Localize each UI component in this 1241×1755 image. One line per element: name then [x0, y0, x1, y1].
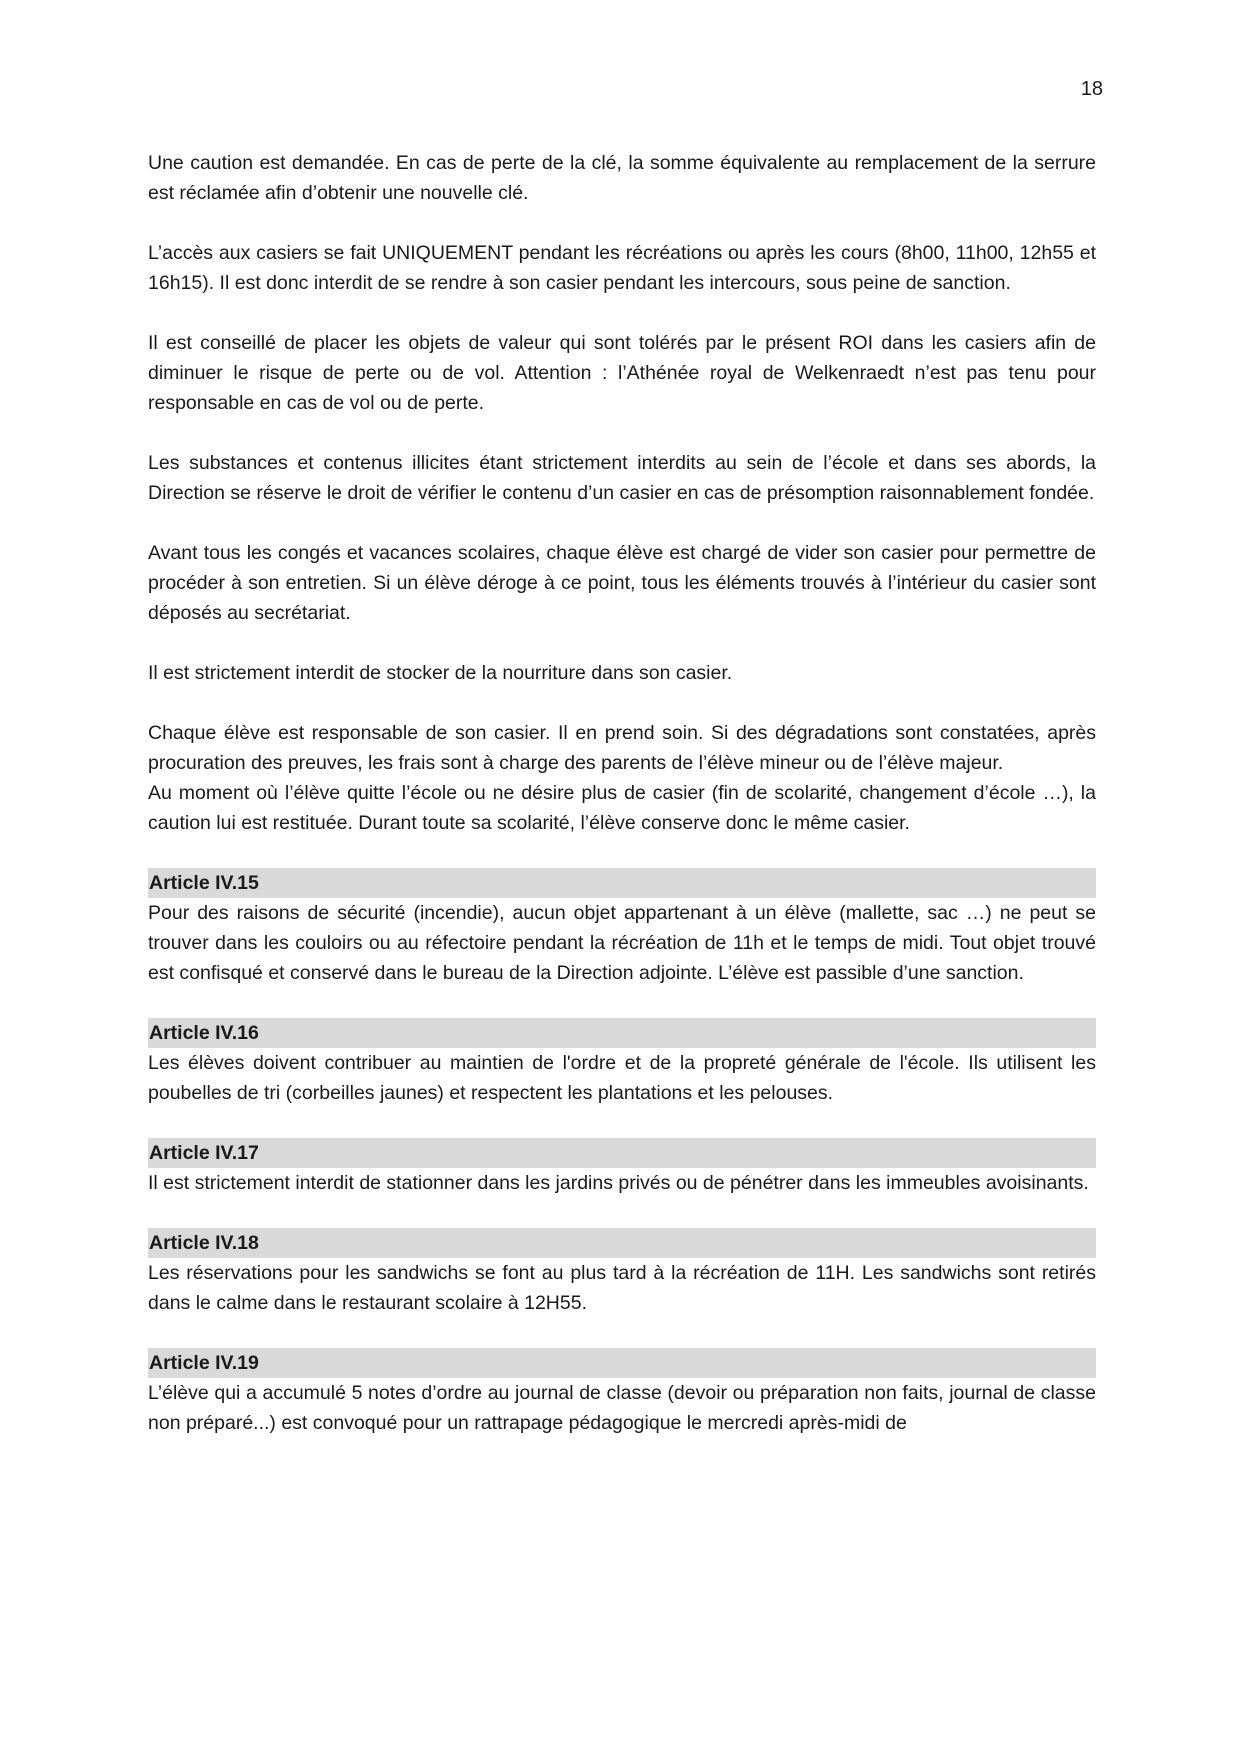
article-iv-15 [148, 868, 1096, 988]
article-heading: Article IV.15 [148, 868, 1096, 898]
page-number: 18 [1080, 78, 1103, 100]
article-iv-19 [148, 1348, 1096, 1438]
paragraph-conges: Avant tous les congés et vacances scolaires, chaque élève est chargé de vider son casier pour permettre de procéder à son entretien. Si un élève déroge à ce point, tous les éléments trouvés à l’intérieur du casier sont déposés au secrétariat. [148, 542, 1096, 624]
paragraph-substances: Les substances et contenus illicites étant strictement interdits au sein de l’école et dans ses abords, la Direction se réserve le droit de vérifier le contenu d’un casier en cas de présomption raisonnablement fondée. [148, 452, 1096, 504]
article-text: Il est strictement interdit de stationner dans les jardins privés ou de pénétrer dans les immeubles avoisinants. [148, 1172, 1089, 1194]
paragraph-responsabilite: Chaque élève est responsable de son casier. Il en prend soin. Si des dégradations sont constatées, après procuration des preuves, les frais sont à charge des parents de l’élève mineur ou de l’élève majeur. [148, 722, 1096, 774]
paragraph-caution: Une caution est demandée. En cas de perte de la clé, la somme équivalente au remplacement de la serrure est réclamée afin d’obtenir une nouvelle clé. [148, 152, 1096, 204]
article-heading: Article IV.17 [148, 1138, 1096, 1168]
article-text: Les réservations pour les sandwichs se font au plus tard à la récréation de 11H. Les sandwichs sont retirés dans le calme dans le restaurant scolaire à 12H55. [148, 1262, 1096, 1314]
article-iv-18 [148, 1228, 1096, 1318]
article-iv-17 [148, 1138, 1096, 1198]
paragraph-restitution: Au moment où l’élève quitte l’école ou ne désire plus de casier (fin de scolarité, changement d’école …), la caution lui est restituée. Durant toute sa scolarité, l’élève conserve donc le même casier. [148, 782, 1096, 834]
article-text: Les élèves doivent contribuer au maintien de l'ordre et de la propreté générale de l'école. Ils utilisent les poubelles de tri (corbeilles jaunes) et respectent les plantations et les pelouses. [148, 1052, 1096, 1104]
article-heading: Article IV.16 [148, 1018, 1096, 1048]
article-heading: Article IV.18 [148, 1228, 1096, 1258]
paragraph-acces-casiers: L’accès aux casiers se fait UNIQUEMENT pendant les récréations ou après les cours (8h00, 11h00, 12h55 et 16h15). Il est donc interdit de se rendre à son casier pendant les intercours, sous peine de sanction. [148, 242, 1096, 294]
page-content [148, 148, 1096, 1468]
article-text: L’élève qui a accumulé 5 notes d’ordre au journal de classe (devoir ou préparation non faits, journal de classe non préparé...) est convoqué pour un rattrapage pédagogique le mercredi après-midi de [148, 1382, 1096, 1434]
article-heading: Article IV.19 [148, 1348, 1096, 1378]
paragraph-objets-valeur: Il est conseillé de placer les objets de valeur qui sont tolérés par le présent ROI dans les casiers afin de diminuer le risque de perte ou de vol. Attention : l’Athénée royal de Welkenraedt n’est pas tenu pour responsable en cas de vol ou de perte. [148, 332, 1096, 414]
article-iv-16 [148, 1018, 1096, 1108]
article-text: Pour des raisons de sécurité (incendie), aucun objet appartenant à un élève (mallette, sac …) ne peut se trouver dans les couloirs ou au réfectoire pendant la récréation de 11h et le temps de midi. Tout objet trouvé est confisqué et conservé dans le bureau de la Direction adjointe. L’élève est passible d’une sanction. [148, 902, 1096, 984]
paragraph-nourriture: Il est strictement interdit de stocker de la nourriture dans son casier. [148, 662, 733, 684]
